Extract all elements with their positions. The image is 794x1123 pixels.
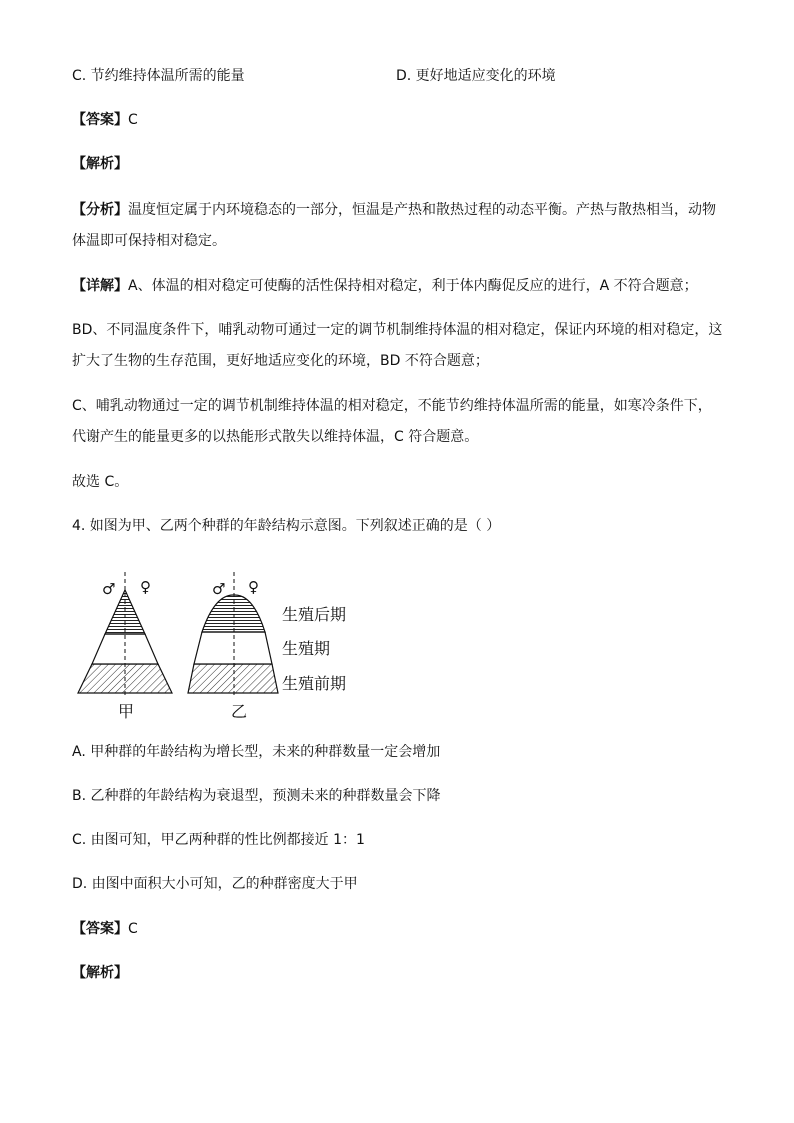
- answer-value: C: [128, 112, 138, 128]
- jia-label: 甲: [118, 702, 135, 721]
- pyramid-jia: [78, 572, 172, 721]
- q3-fenxi-line-1: [72, 200, 716, 220]
- q4-option-b: B. 乙种群的年龄结构为衰退型，预测未来的种群数量会下降: [72, 788, 441, 804]
- fenxi-text: 温度恒定属于内环境稳态的一部分，恒温是产热和散热过程的动态平衡。产热与散热相当，动物: [128, 202, 716, 218]
- q3-xiangjie-line: [72, 276, 698, 296]
- yi-pre-reproductive-band: [188, 664, 278, 693]
- fenxi-tag: 【分析】: [72, 202, 128, 218]
- xiangjie-tag: 【详解】: [72, 278, 128, 294]
- q3-c-line-2: 代谢产生的能量更多的以热能形式散失以维持体温，C 符合题意。: [72, 429, 479, 445]
- yi-male-icon: ♂: [212, 580, 226, 598]
- q3-bd-line-1: BD、不同温度条件下，哺乳动物可通过一定的调节机制维持体温的相对稳定，保证内环境的相对稳定，这: [72, 322, 723, 338]
- yi-female-icon: ♀: [248, 578, 259, 596]
- yi-label: 乙: [231, 702, 248, 721]
- q3-fenxi-line-2: 体温即可保持相对稳定。: [72, 233, 226, 249]
- yi-reproductive-band: [194, 632, 272, 664]
- answer-tag: 【答案】: [72, 112, 128, 128]
- label-pre-reproductive: 生殖前期: [282, 674, 347, 693]
- q4-answer: [72, 919, 138, 939]
- q3-option-d: D. 更好地适应变化的环境: [396, 68, 556, 84]
- pyramid-yi: [188, 572, 278, 721]
- xiangjie-text: A、体温的相对稳定可使酶的活性保持相对稳定，利于体内酶促反应的进行，A 不符合题意；: [128, 278, 698, 294]
- label-post-reproductive: 生殖后期: [282, 605, 347, 624]
- q4-analysis-heading: 【解析】: [72, 965, 128, 981]
- q4-option-c: C. 由图可知，甲乙两种群的性比例都接近 1：1: [72, 832, 365, 848]
- q3-c-line-1: C、哺乳动物通过一定的调节机制维持体温的相对稳定，不能节约维持体温所需的能量，如寒冷条件下，: [72, 398, 712, 414]
- q3-option-c: C. 节约维持体温所需的能量: [72, 68, 245, 84]
- q4-option-d: D. 由图中面积大小可知，乙的种群密度大于甲: [72, 876, 358, 892]
- answer-value: C: [128, 921, 138, 937]
- q3-answer: [72, 110, 138, 130]
- q3-conclusion: 故选 C。: [72, 474, 129, 490]
- q3-analysis-heading: 【解析】: [72, 156, 128, 172]
- jia-male-icon: ♂: [102, 580, 116, 598]
- q4-stem: 4. 如图为甲、乙两个种群的年龄结构示意图。下列叙述正确的是（ ）: [72, 518, 501, 534]
- jia-female-icon: ♀: [140, 578, 151, 596]
- label-reproductive: 生殖期: [282, 639, 331, 658]
- q3-bd-line-2: 扩大了生物的生存范围，更好地适应变化的环境，BD 不符合题意；: [72, 353, 489, 369]
- age-structure-figure: [70, 568, 370, 728]
- q4-option-a: A. 甲种群的年龄结构为增长型，未来的种群数量一定会增加: [72, 744, 441, 760]
- answer-tag: 【答案】: [72, 921, 128, 937]
